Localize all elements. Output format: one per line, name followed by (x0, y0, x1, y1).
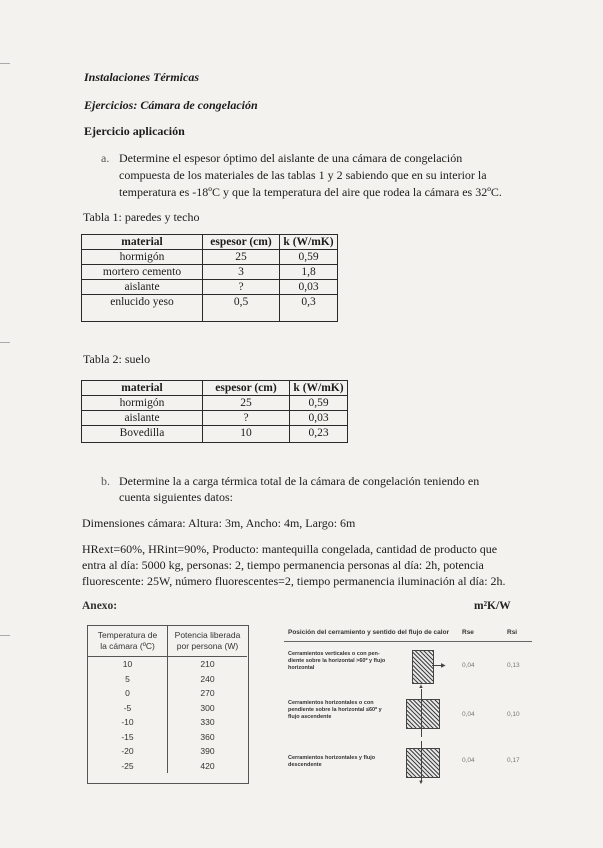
margin-mark (0, 635, 10, 636)
people-table-header-temp (88, 626, 168, 657)
conditions-line2: entra al día: 5000 kg, personas: 2, tiempo permanencia personas al día: 2h, potencia (82, 558, 484, 572)
conditions-line3: fluorescente: 25W, número fluorescentes=2, tiempo permanencia iluminación al día: 2h. (82, 574, 506, 588)
annex-title: Anexo: (82, 600, 118, 612)
rsi-value: 0,10 (507, 711, 520, 718)
wall-horizontal-icon (406, 699, 440, 729)
row-text: Cerramientos horizontales o con (288, 700, 374, 706)
table-row (82, 411, 348, 426)
table-cell: Bovedilla (82, 426, 203, 443)
table2-header-k: k (W/mK) (290, 381, 348, 396)
table1-header-k: k (W/mK) (280, 235, 338, 250)
part-b-label: b. (101, 474, 110, 488)
table-cell: 10 (88, 657, 168, 672)
table-row (88, 730, 247, 745)
part-a-line1: Determine el espesor óptimo del aislante de una cámara de congelación (119, 151, 463, 165)
rsi-value: 0,13 (507, 662, 520, 669)
table-row (88, 672, 247, 687)
table2-header-material: material (82, 381, 203, 396)
table-cell: 1,8 (280, 265, 338, 280)
table-cell: hormigón (82, 250, 203, 265)
conditions-line1: HRext=60%, HRint=90%, Producto: mantequilla congelada, cantidad de producto que (82, 542, 498, 556)
table-cell: -15 (88, 730, 168, 745)
table-row (88, 701, 247, 716)
table-row (82, 250, 338, 265)
table-cell: aislante (82, 411, 203, 426)
rse-value: 0,04 (462, 711, 475, 718)
row-text: Cerramientos horizontales y flujo (288, 755, 376, 761)
row-text: horizontal (288, 665, 315, 671)
part-b-line2: cuenta siguientes datos: (119, 490, 233, 504)
table-cell: 300 (200, 702, 215, 713)
table-row (88, 657, 247, 672)
dimensions-text: Dimensiones cámara: Altura: 3m, Ancho: 4m, Largo: 6m (82, 516, 356, 530)
wall-horizontal-icon (406, 748, 440, 778)
table-cell: 240 (200, 673, 215, 684)
table-cell: 25 (203, 396, 290, 411)
arrow-up-icon: ▲ (418, 684, 424, 690)
part-a-line3: temperatura es -18ºC y que la temperatura del aire que rodea la cámara es 32ºC. (119, 185, 502, 199)
table-row (82, 280, 338, 295)
table-cell: 0,03 (290, 411, 348, 426)
table-cell: -25 (88, 759, 168, 774)
table-row (82, 426, 348, 443)
flow-arrow-icon (421, 741, 422, 781)
table-cell: 0,59 (290, 396, 348, 411)
table-row (88, 744, 247, 759)
resistance-row-horizontal-up (288, 700, 406, 721)
section-title: Ejercicio aplicación (84, 124, 185, 138)
table1-header-thickness: espesor (cm) (203, 235, 280, 250)
resistance-header-rule (284, 641, 532, 642)
rsi-value: 0,17 (507, 757, 520, 764)
table-row (88, 686, 247, 701)
resistance-header-rse: Rse (462, 629, 474, 636)
table-cell: 390 (200, 746, 215, 756)
table-cell: 0,5 (203, 295, 280, 322)
table-row (82, 295, 338, 322)
people-table-header-power (168, 626, 248, 657)
rse-value: 0,04 (462, 662, 475, 669)
margin-mark (0, 63, 10, 64)
row-text: Cerramientos verticales o con pen- (288, 651, 380, 657)
table-cell: enlucido yeso (82, 295, 203, 322)
table-row (88, 759, 247, 774)
table-cell: 420 (200, 760, 215, 771)
flow-arrow-icon (421, 689, 422, 737)
table-cell: 25 (203, 250, 280, 265)
part-a-label: a. (101, 151, 110, 165)
table-cell: 330 (200, 717, 215, 727)
table-cell: 0,03 (280, 280, 338, 295)
table-row (82, 396, 348, 411)
table-cell: -5 (88, 701, 168, 716)
table-cell: 5 (88, 672, 168, 687)
table-row (82, 265, 338, 280)
table-cell: -20 (88, 744, 168, 759)
row-text: pendiente sobre la horizontal ≤60º y (288, 707, 382, 713)
table-cell: 3 (203, 265, 280, 280)
resistance-header-position: Posición del cerramiento y sentido del flujo de calor (288, 629, 450, 636)
header-line: la cámara (ºC) (100, 641, 155, 651)
header-line: por persona (W) (176, 641, 239, 651)
part-b-line1: Determine la a carga térmica total de la cámara de congelación teniendo en (119, 474, 480, 488)
rse-value: 0,04 (462, 757, 475, 764)
table-cell: 210 (200, 659, 215, 669)
row-text: diente sobre la horizontal >60º y flujo (288, 658, 386, 664)
table1-header-material: material (82, 235, 203, 250)
table-cell: 10 (203, 426, 290, 443)
header-line: Potencia liberada (174, 630, 241, 640)
course-title: Instalaciones Térmicas (84, 70, 200, 84)
resistance-row-vertical (288, 651, 406, 672)
people-heat-table (88, 626, 247, 773)
table-cell: mortero cemento (82, 265, 203, 280)
table-cell: ? (203, 411, 290, 426)
table-cell: hormigón (82, 396, 203, 411)
table-cell: aislante (82, 280, 203, 295)
resistance-row-horizontal-down (288, 755, 406, 769)
table-cell: 0,59 (280, 250, 338, 265)
wall-vertical-icon (412, 650, 434, 684)
part-a-line2: compuesta de los materiales de las tablas 1 y 2 sabiendo que en su interior la (119, 168, 487, 182)
table2 (81, 380, 348, 443)
arrow-right-icon: ▶ (441, 663, 446, 669)
resistance-header-rsi: Rsi (507, 629, 518, 636)
exercises-title: Ejercicios: Cámara de congelación (84, 98, 258, 112)
margin-mark (0, 342, 10, 343)
table-cell: 360 (200, 731, 215, 742)
table-cell: 0 (88, 686, 168, 701)
table-cell: 0,3 (280, 295, 338, 322)
table-row (88, 715, 247, 730)
table-cell: 0,23 (290, 426, 348, 443)
table2-caption: Tabla 2: suelo (83, 352, 151, 366)
table2-header-thickness: espesor (cm) (203, 381, 290, 396)
header-line: Temperatura de (97, 630, 158, 640)
annex-unit: m²K/W (474, 600, 511, 612)
table1-caption: Tabla 1: paredes y techo (83, 210, 200, 224)
row-text: flujo ascendente (288, 714, 332, 720)
table-cell: 270 (200, 688, 215, 698)
table-cell: ? (203, 280, 280, 295)
people-heat-table-box (87, 625, 249, 784)
arrow-down-icon: ▼ (418, 780, 424, 786)
table-cell: -10 (88, 715, 168, 730)
row-text: descendente (288, 762, 322, 768)
table1 (81, 234, 338, 322)
